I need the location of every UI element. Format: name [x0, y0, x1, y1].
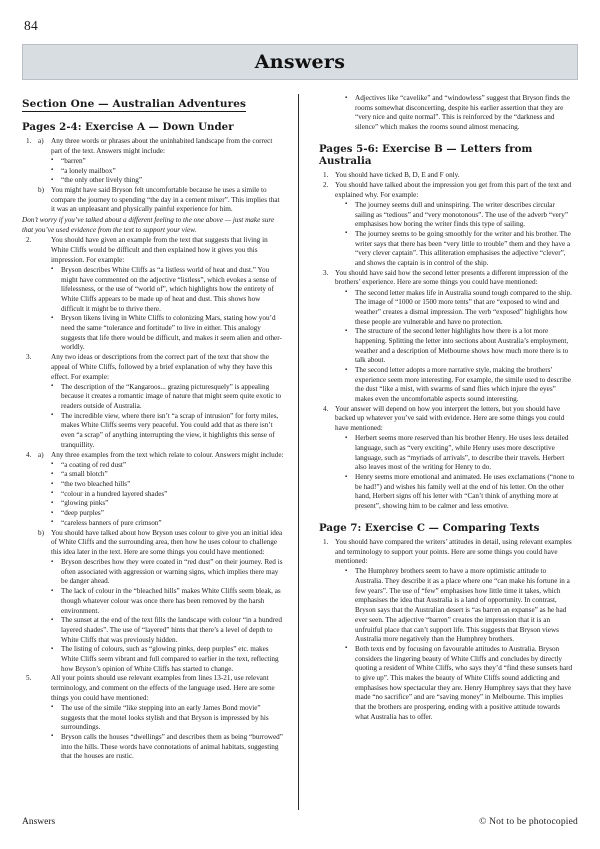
list-item: ▪ “barren” — [51, 157, 284, 167]
list-item: ▪ The journey seems dull and uninspiring. The writer describes circular sailing as “tedious” and “very monotonous”. The use of the adverb “very” emphasises how boring the writer finds this type of sailing. — [345, 201, 575, 230]
list-item: ▪ The incredible view, where there isn’t “a scrap of intrusion” for forty miles, makes White Cliffs seems very peaceful. You could add that as there isn’t even “a scrap” of anything interrupting the view, it highlights this sense of tranquillity. — [51, 412, 284, 451]
list-item: ▪ The description of the “Kangaroos... grazing picturesquely” is appealing because it creates a romantic image of nature that might seem quite exotic to readers outside of Australia. — [51, 383, 284, 412]
answer-subletter-blank — [38, 674, 51, 703]
answer-text: Any three words or phrases about the uninhabited landscape from the correct part of the text. Answers might include: — [51, 137, 273, 155]
tip-note-1: Don’t worry if you’ve talked about a different feeling to the one above — just make sure that you’ve used evidence from the text to support your view. — [22, 216, 275, 234]
answer-4a — [22, 451, 284, 461]
section-title: Section One — Australian Adventures — [22, 98, 247, 110]
answer-text: Any two ideas or descriptions from the correct part of the text that show the appeal of White Cliffs, followed by a brief explanation of why they have this effect. For example: — [51, 353, 273, 381]
answer-number: 3. — [323, 268, 329, 277]
list-item: ▪ Both texts end by focusing on favourable attitudes to Australia. Bryson considers the lingering beauty of White Cliffs and concludes by directly quoting a resident of White Cliffs, who says they’d “find these sunsets hard to give up”. This makes the beauty of White Cliffs sound addicting and emphasises how spectacular they are. Henry Humphrey says that they have made “no sacrifice” and are “saving money” in Melbourne. This implies that the brothers are prospering, ending with a positive attitude towards what Australia has to offer. — [345, 645, 575, 723]
answer-text: You should have ticked B, D, E and F only. — [335, 170, 460, 179]
answer-3 — [22, 353, 284, 382]
list-item: ▪ “a small blotch” — [51, 470, 284, 480]
answer-number-blank — [22, 186, 38, 215]
answer-b2-bullets — [345, 201, 575, 269]
list-item: ▪ Herbert seems more reserved than his brother Henry. He uses less detailed language, such as “very exciting”, while Henry uses more descriptive language, such as “myriads of arrivals”, to describe their travels. Herbert also leaves most of the writing for Henry to do. — [345, 434, 575, 473]
footer-copyright-note: © Not to be photocopied — [479, 817, 578, 827]
list-item: ▪ “deep purples” — [51, 509, 284, 519]
two-column-body — [22, 94, 578, 794]
answer-number: 1. — [323, 537, 329, 546]
answer-b3-bullets — [345, 289, 575, 405]
answer-text: You should have said how the second letter presents a different impression of the brothers’ experience. Here are some things you could have mentioned: — [335, 268, 568, 287]
answer-text: You should have given an example from the text that suggests that living in White Cliffs would be difficult and then explained how it gives you this impression. For example: — [51, 236, 268, 264]
page-number: 84 — [24, 18, 38, 33]
answer-text: Any three examples from the text which relate to colour. Answers might include: — [51, 450, 284, 459]
list-item: ▪ “colour in a hundred layered shades” — [51, 490, 284, 500]
answer-text: You should have talked about how Bryson uses colour to give you an initial idea of White Cliffs and the surrounding area, then how he uses colour to challenge this idea later in the text. Here are some things you could have mentioned: — [51, 528, 283, 556]
answer-subletter-blank — [38, 236, 51, 265]
list-item: ▪ “a lonely mailbox” — [51, 167, 284, 177]
answer-number: 4. — [323, 404, 329, 413]
answer-2-bullets — [51, 266, 284, 353]
list-item: ▪ The lack of colour in the “bleached hills” makes White Cliffs seem bleak, as though whatever colour was once there has been removed by the harsh environment. — [51, 587, 284, 616]
left-column — [22, 94, 294, 794]
list-item: ▪ “the two bleached hills” — [51, 480, 284, 490]
answer-3-bullets — [51, 383, 284, 451]
answer-number: 1. — [323, 170, 329, 179]
list-item: ▪ The listing of colours, such as “glowing pinks, deep purples” etc. makes White Cliffs seem vibrant and full compared to earlier in the text, reflecting how Bryson’s opinion of White Cliffs has started to change. — [51, 645, 284, 674]
answer-5-bullets — [51, 704, 284, 762]
list-item: ▪ Adjectives like “cavelike” and “windowless” suggest that Bryson finds the rooms somewhat disconcerting, despite his earlier assertion that they are “very nice and quite normal”. This is reinforced by the “darkness and silence” which makes the rooms sound almost menacing. — [345, 94, 575, 133]
list-item: ▪ The second letter adopts a more narrative style, making the brothers’ experience seem more interesting. For example, the simile used to describe the dust “like a mist, with swarms of sand flies which injure the eyes” makes even the uncomfortable aspects sound interesting. — [345, 366, 575, 405]
answer-text: All your points should use relevant examples from lines 13-21, use relevant terminology, and comment on the effects of the language used. Here are some things you could have mentioned: — [51, 674, 275, 702]
exercise-b-title: Pages 5-6: Exercise B — Letters from Australia — [319, 142, 533, 167]
list-item: ▪ The journey seems to be going smoothly for the writer and his brother. The writer says that there has been “very little to trouble” them and they have a “very clever captain”. This alliteration emphasises the adjective “clever”, and shows the captain is in control of the ship. — [345, 230, 575, 269]
answer-b1 — [319, 171, 575, 181]
answer-subletter: a) — [38, 450, 44, 459]
list-item: ▪ Bryson describes how they were coated in “red dust” on their journey. Red is often associated with aggression or warning signs, which implies there may be danger ahead. — [51, 558, 284, 587]
answer-b4 — [319, 405, 575, 434]
list-item: ▪ The structure of the second letter highlights how there is a lot more happening. Splitting the letter into sections about Australia’s employment, weather and a description of Melbourne shows how much more there is to talk about. — [345, 327, 575, 366]
list-item: ▪ The use of the simile “like stepping into an early James Bond movie” suggests that the motel looks stylish and that Bryson is impressed by his surroundings. — [51, 704, 284, 733]
page-footer — [22, 817, 578, 827]
exercise-a-title: Pages 2-4: Exercise A — Down Under — [22, 121, 234, 133]
answer-1b — [22, 186, 284, 215]
answer-subletter: b) — [38, 528, 44, 537]
answer-c1-bullets — [345, 567, 575, 722]
answers-banner — [22, 44, 578, 80]
answer-number: 1. — [26, 137, 32, 145]
list-item: ▪ Bryson calls the houses “dwellings” and describes them as being “burrowed” into the hills. These words have connotations of animal habitats, suggesting that the houses are rustic. — [51, 733, 284, 762]
answer-number-blank — [22, 529, 38, 558]
answer-number: 4. — [26, 450, 32, 459]
list-item: ▪ The sunset at the end of the text fills the landscape with colour “in a hundred layered shades”. The use of “layered” hints that there’s a level of depth to White Cliffs that was previously hidden. — [51, 616, 284, 645]
list-item: ▪ Bryson likens living in White Cliffs to colonizing Mars, stating how you’d need the same “tolerance and fortitude” to live in either. This analogy suggests that life there would be difficult, and makes it seem alien and other-worldly. — [51, 314, 284, 353]
list-item: ▪ The second letter makes life in Australia sound tough compared to the ship. The image of “1000 or 1500 more tents” that are “exposed to wind and weather” creates a dismal impression. The verb “exposed” highlights how these people are vulnerable and have no protection. — [345, 289, 575, 328]
exercise-c-title: Page 7: Exercise C — Comparing Texts — [319, 521, 540, 534]
answer-2 — [22, 236, 284, 265]
list-item: ▪ “glowing pinks” — [51, 499, 284, 509]
answer-1a-bullets — [51, 157, 284, 186]
answer-subletter-blank — [38, 353, 51, 382]
banner-title: Answers — [254, 51, 346, 73]
list-item: ▪ Henry seems more emotional and animated. He uses exclamations (“none to be had!”) and wishes his family well at the end of his letter. On the other hand, Herbert signs off his letter with “Can’t think of anything more at present”, showing him to be calmer and less emotive. — [345, 473, 575, 512]
answer-5 — [22, 674, 284, 703]
answer-text: Your answer will depend on how you interpret the letters, but you should have backed up whatever you’ve said with evidence. Here are some things you could have mentioned: — [335, 404, 565, 433]
list-item: ▪ The Humphrey brothers seem to have a more optimistic attitude to Australia. They describe it as a place where one “can make his fortune in a few years”. The use of “few” emphasises how little time it takes, which emphasises the idea that Australia is a land of opportunity. In contrast, Bryson says that the Australian desert is “as barren an expanse” as he had ever seen. The adjective “barren” creates the impression that it is an unfruitful place that can’t support life. This suggests that Bryson views Australia more negatively than the Humphrey brothers. — [345, 567, 575, 645]
list-item: ▪ Bryson describes White Cliffs as “a listless world of heat and dust.” You might have commented on the adjective “listless”, which evokes a sense of lifelessness, or the use of “world of”, which highlights how the entirety of White Cliffs appears to be made up of heat and dust. This shows how difficult it might be to thrive there. — [51, 266, 284, 314]
answer-text: You might have said Bryson felt uncomfortable because he uses a simile to compare the journey to spending “the day in a cement mixer”. This implies that it was an unpleasant and physically painful experience for him. — [51, 185, 280, 214]
answer-4a-bullets — [51, 461, 284, 529]
list-item: ▪ “a coating of red dust” — [51, 461, 284, 471]
answer-c1 — [319, 538, 575, 567]
continued-bullets — [345, 94, 575, 133]
answer-subletter: a) — [38, 137, 44, 145]
answer-1a — [22, 137, 284, 156]
answer-4b — [22, 529, 284, 558]
answer-number: 3. — [26, 353, 32, 362]
answer-text: You should have talked about the impression you get from this part of the text and explained why. For example: — [335, 180, 572, 199]
answer-number: 2. — [26, 236, 32, 245]
list-item: ▪ “careless banners of pure crimson” — [51, 519, 284, 529]
column-divider — [298, 94, 299, 810]
answer-b3 — [319, 269, 575, 288]
answer-text: You should have compared the writers’ attitudes in detail, using relevant examples and terminology to support your points. Here are some things you could have mentioned: — [335, 537, 572, 566]
answer-number: 2. — [323, 180, 329, 189]
footer-left-label: Answers — [22, 817, 56, 827]
answer-4b-bullets — [51, 558, 284, 674]
answer-b4-bullets — [345, 434, 575, 512]
right-column — [303, 94, 575, 794]
answer-subletter: b) — [38, 185, 44, 194]
answer-b2 — [319, 181, 575, 200]
answer-number: 5. — [26, 674, 32, 683]
list-item: ▪ “the only other lively thing” — [51, 176, 284, 186]
